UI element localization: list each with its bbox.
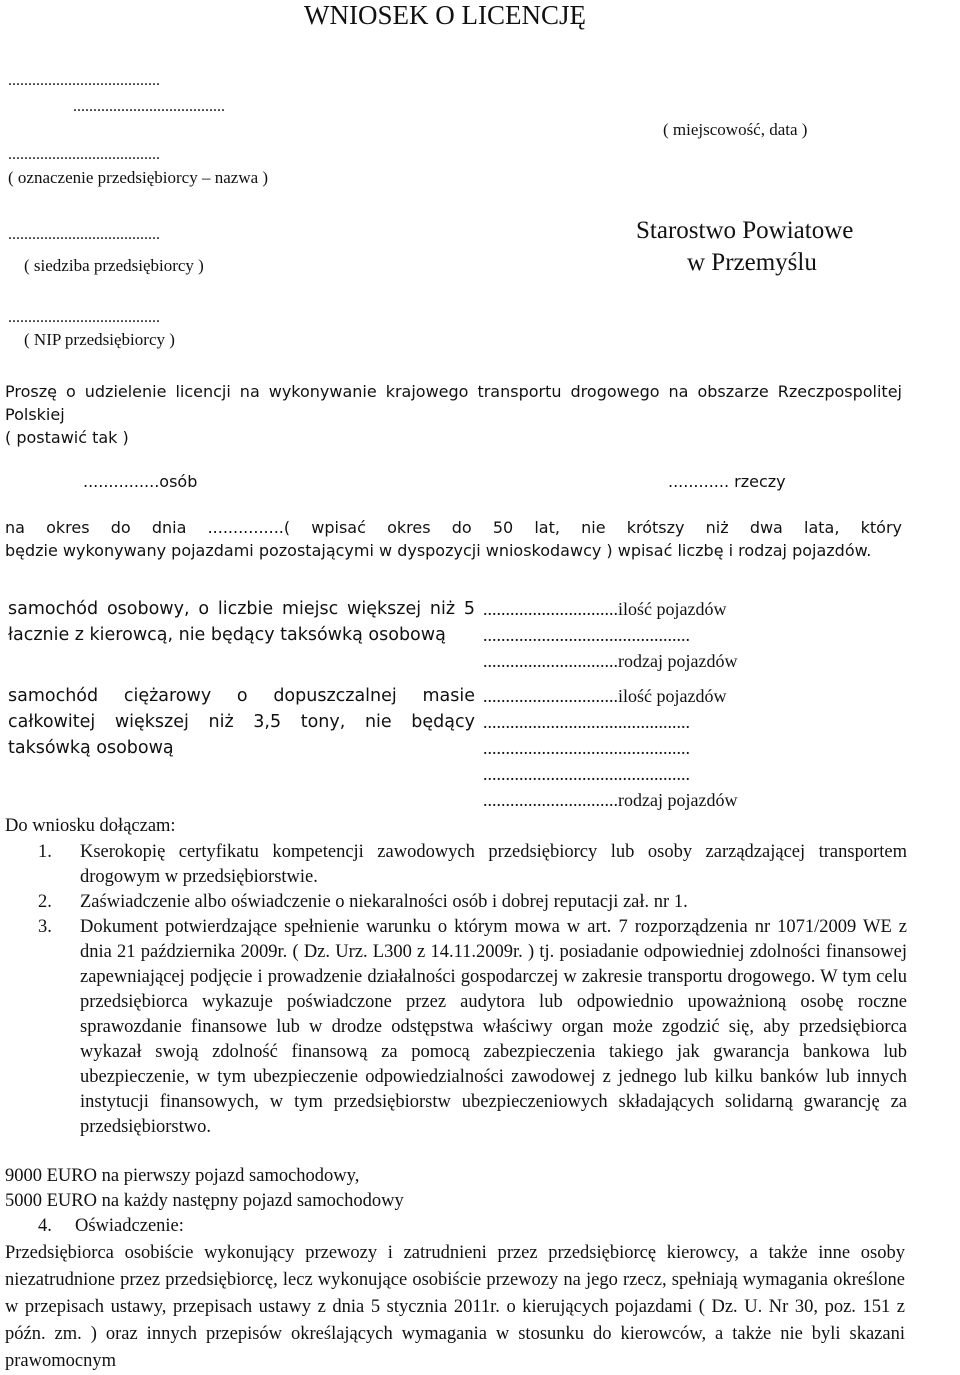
request-text: Proszę o udzielenie licencji na wykonywanie krajowego transportu drogowego na obszarze Rzeczpospolitej bbox=[5, 382, 902, 401]
nip-dots: ...................................... bbox=[8, 309, 160, 326]
authority-city: w Przemyślu bbox=[687, 249, 817, 276]
request-text-continued: Polskiej bbox=[5, 405, 65, 424]
attachment-item-2: Zaświadczenie albo oświadczenie o niekaralności osób i dobrej reputacji zał. nr 1. bbox=[80, 892, 688, 912]
attachments-heading: Do wniosku dołączam: bbox=[5, 816, 176, 836]
company-seat-caption: ( siedziba przedsiębiorcy ) bbox=[24, 256, 204, 275]
declaration-heading: Oświadczenie: bbox=[75, 1216, 184, 1236]
truck-count-field[interactable]: ..............................ilość pojazdów bbox=[483, 686, 727, 706]
vehicle-car-fields bbox=[483, 596, 949, 674]
vehicle-type-car: samochód osobowy, o liczbie miejsc większej niż 5 łacznie z kierowcą, nie będący taksówką osobową bbox=[8, 599, 475, 645]
truck-extra-field-1[interactable]: .............................................. bbox=[483, 712, 690, 732]
list-number: 1. bbox=[38, 842, 52, 862]
nip-caption: ( NIP przedsiębiorcy ) bbox=[24, 330, 175, 349]
period-line-1: na okres do dnia ...............( wpisać okres do 50 lat, nie krótszy niż dwa lata, który bbox=[5, 518, 902, 537]
amount-next-vehicle: 5000 EURO na każdy następny pojazd samochodowy bbox=[5, 1191, 404, 1211]
company-name-dots-1: ...................................... bbox=[8, 72, 160, 89]
option-goods[interactable]: ............ rzeczy bbox=[668, 472, 786, 491]
truck-kind-field[interactable]: ..............................rodzaj pojazdów bbox=[483, 790, 738, 810]
period-line-2: będzie wykonywany pojazdami pozostającymi w dyspozycji wnioskodawcy ) wpisać liczbę i rodzaj pojazdów. bbox=[5, 541, 872, 560]
company-name-dots-3: ...................................... bbox=[8, 146, 160, 163]
page-title: WNIOSEK O LICENCJĘ bbox=[304, 0, 586, 30]
list-number: 3. bbox=[38, 917, 52, 937]
list-number: 4. bbox=[38, 1216, 52, 1236]
option-persons[interactable]: ...............osób bbox=[83, 472, 198, 491]
list-number: 2. bbox=[38, 892, 52, 912]
amount-first-vehicle: 9000 EURO na pierwszy pojazd samochodowy, bbox=[5, 1166, 360, 1186]
attachment-item-1: Kserokopię certyfikatu kompetencji zawodowych przedsiębiorcy lub osoby zarządzającej transportem drogowym w przedsiębiorstwie. bbox=[80, 842, 907, 887]
truck-extra-field-2[interactable]: .............................................. bbox=[483, 738, 690, 758]
attachment-item-3: Dokument potwierdzające spełnienie warunku o którym mowa w art. 7 rozporządzenia nr 1071/2009 WE z dnia 21 października 2009r. ( Dz. Urz. L300 z 14.11.2009r. ) tj. posiadanie odpowiedniej zdolności finansowej zapewniającej podjęcie i prowadzenie działalności gospodarczej w zakresie transportu drogowego. W tym celu przedsiębiorca wykazuje poświadczone przez audytora lub odpowiednio upoważnioną osobę roczne sprawozdanie finansowe lub w drodze odstępstwa właściwy organ może zgodzić się, aby przedsiębiorca wykazał swoją zdolność finansową za pomocą zabezpieczenia takiego jak gwarancja bankowa lub ubezpieczenie, w tym ubezpieczenie odpowiedzialności zawodowej z jednego lub kilku banków lub innych instytucji finansowych, w tym przedsiębiorstw ubezpieczeniowych składających solidarną gwarancję za przedsiębiorstwo. bbox=[80, 917, 907, 1137]
vehicle-truck-fields bbox=[483, 683, 949, 813]
vehicle-type-truck: samochód ciężarowy o dopuszczalnej masie całkowitej większej niż 3,5 tony, nie będący taksówką osobową bbox=[8, 686, 475, 758]
company-name-caption: ( oznaczenie przedsiębiorcy – nazwa ) bbox=[8, 168, 269, 187]
request-hint: ( postawić tak ) bbox=[5, 428, 129, 447]
company-seat-dots: ...................................... bbox=[8, 226, 160, 243]
truck-extra-field-3[interactable]: .............................................. bbox=[483, 764, 690, 784]
car-kind-field[interactable]: ..............................rodzaj pojazdów bbox=[483, 651, 738, 671]
authority-name: Starostwo Powiatowe bbox=[636, 217, 854, 244]
company-name-dots-2: ...................................... bbox=[73, 98, 225, 115]
car-extra-field[interactable]: .............................................. bbox=[483, 625, 690, 645]
declaration-text: Przedsiębiorca osobiście wykonujący przewozy i zatrudnieni przez przedsiębiorcę kierowcy, a także inne osoby niezatrudnione przez przedsiębiorcę, lecz wykonujące osobiście przewozy na jego rzecz, spełniają wymagania określone w przepisach ustawy, przepisach ustawy z dnia 5 stycznia 2011r. o kierujących pojazdami ( Dz. U. Nr 30, poz. 151 z późn. zm. ) oraz innych przepisów określających wymagania w stosunku do kierowców, a także nie byli skazani prawomocnym bbox=[5, 1243, 905, 1371]
car-count-field[interactable]: ..............................ilość pojazdów bbox=[483, 599, 727, 619]
place-date-caption: ( miejscowość, data ) bbox=[663, 120, 808, 139]
